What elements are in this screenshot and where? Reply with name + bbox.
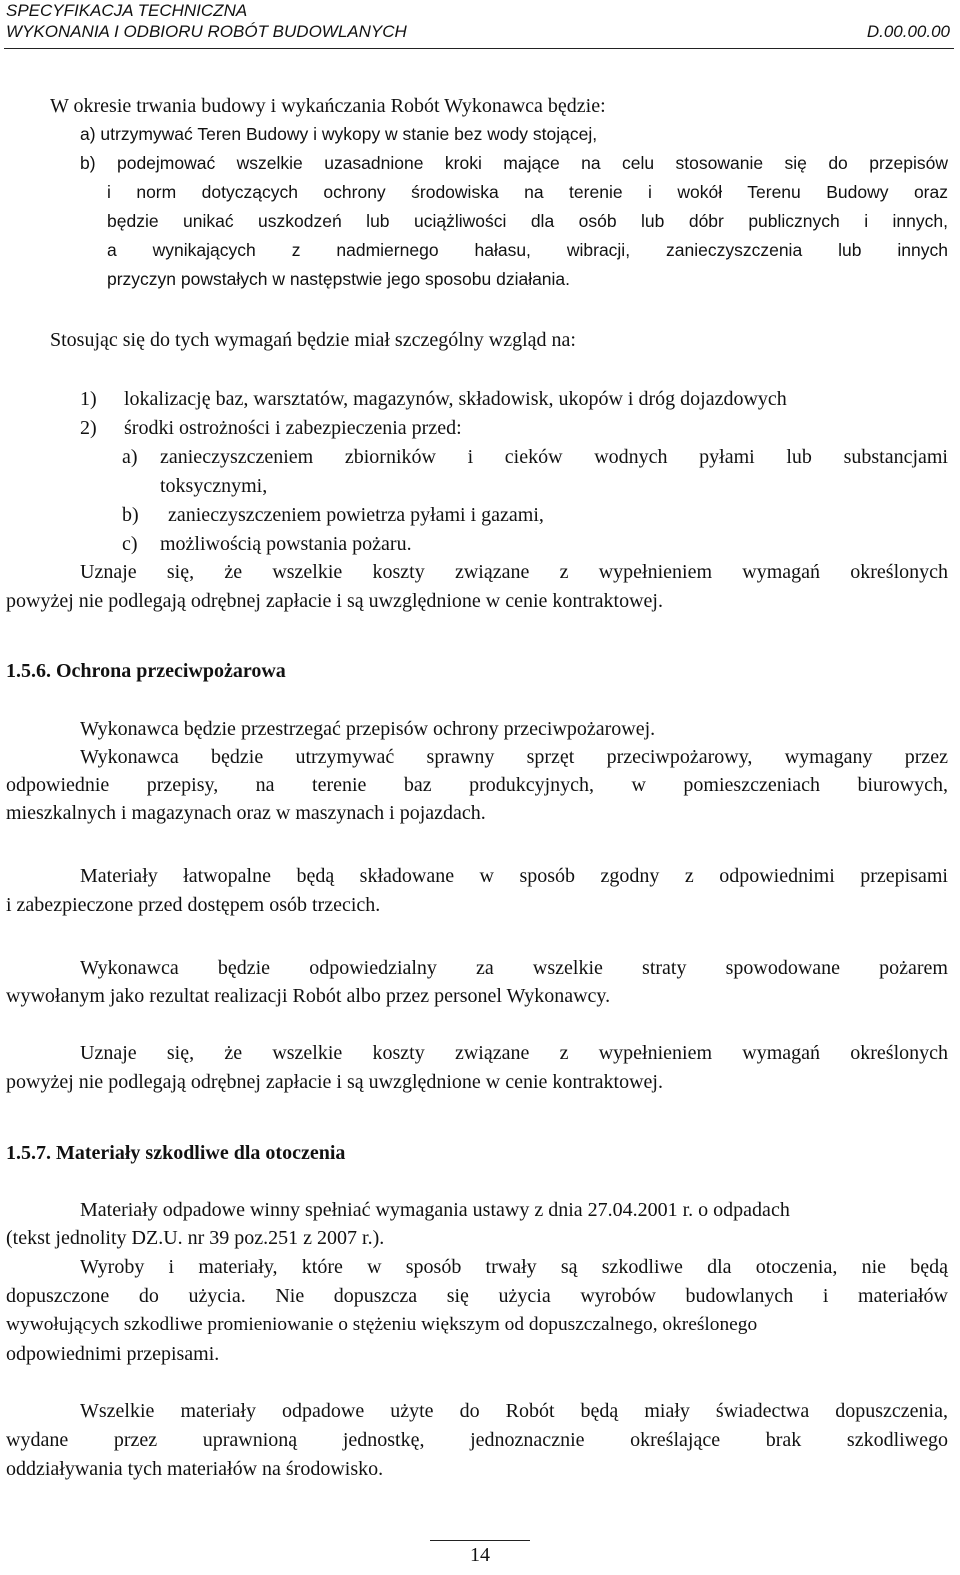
fire-paragraph: Wykonawca będzie przestrzegać przepisów ochrony przeciwpożarowej. — [80, 718, 656, 740]
regard-intro: Stosując się do tych wymagań będzie miał szczególny wzgląd na: — [50, 329, 576, 351]
env-item-a: a) utrzymywać Teren Budowy i wykopy w stanie bez wody stojącej, — [80, 124, 598, 144]
env-item-b-line: a wynikających z nadmiernego hałasu, wibracji, zanieczyszczenia lub innych — [107, 240, 948, 260]
fire-paragraph-line: powyżej nie podlegają odrębnej zapłacie i są uwzględnione w cenie kontraktowej. — [6, 1071, 663, 1093]
env-item-b-line: b) podejmować wszelkie uzasadnione kroki mające na celu stosowanie się do przepisów — [80, 153, 948, 173]
sublist-item-text: zanieczyszczeniem powietrza pyłami i gazami, — [168, 504, 544, 526]
costs-paragraph-line: powyżej nie podlegają odrębnej zapłacie i są uwzględnione w cenie kontraktowej. — [6, 590, 663, 612]
header-document-code: D.00.00.00 — [866, 22, 950, 41]
materials-paragraph-line: Wyroby i materiały, które w sposób trwały są szkodliwe dla otoczenia, nie będą — [80, 1256, 948, 1278]
page-header — [6, 0, 950, 42]
materials-paragraph-line: wywołujących szkodliwe promieniowanie o stężeniu większym od dopuszczalnego, określonego — [6, 1314, 758, 1335]
costs-paragraph-line: Uznaje się, że wszelkie koszty związane z wypełnieniem wymagań określonych — [80, 561, 948, 583]
env-item-b-line: przyczyn powstałych w następstwie jego sposobu działania. — [107, 269, 571, 289]
materials-paragraph-line: Materiały odpadowe winny spełniać wymagania ustawy z dnia 27.04.2001 r. o odpadach — [80, 1199, 790, 1221]
fire-paragraph-line: i zabezpieczone przed dostępem osób trzecich. — [6, 894, 381, 916]
section-heading-fire-protection: 1.5.6. Ochrona przeciwpożarowa — [6, 660, 286, 682]
env-item-b-line: będzie unikać uszkodzeń lub uciążliwości dla osób lub dóbr publicznych i innych, — [107, 211, 948, 231]
list-number: 2) — [80, 417, 97, 439]
list-item-text: środki ostrożności i zabezpieczenia przed: — [124, 417, 462, 439]
materials-paragraph-line: (tekst jednolity DZ.U. nr 39 poz.251 z 2007 r.). — [6, 1227, 385, 1249]
page-number: 14 — [470, 1544, 490, 1566]
env-intro: W okresie trwania budowy i wykańczania Robót Wykonawca będzie: — [50, 95, 606, 117]
materials-paragraph-line: dopuszczone do użycia. Nie dopuszcza się użycia wyrobów budowlanych i materiałów — [6, 1285, 948, 1307]
fire-paragraph-line: Uznaje się, że wszelkie koszty związane z wypełnieniem wymagań określonych — [80, 1042, 948, 1064]
fire-paragraph-line: Wykonawca będzie utrzymywać sprawny sprzęt przeciwpożarowy, wymagany przez — [80, 746, 948, 768]
fire-paragraph-line: Wykonawca będzie odpowiedzialny za wszelkie straty spowodowane pożarem — [80, 957, 948, 979]
env-item-b-line: i norm dotyczących ochrony środowiska na terenie i wokół Terenu Budowy oraz — [107, 182, 948, 202]
materials-paragraph-line: odpowiednimi przepisami. — [6, 1343, 220, 1365]
sublist-letter: a) — [122, 446, 138, 468]
section-heading-harmful-materials: 1.5.7. Materiały szkodliwe dla otoczenia — [6, 1142, 346, 1164]
list-item-text: lokalizację baz, warsztatów, magazynów, składowisk, ukopów i dróg dojazdowych — [124, 388, 787, 410]
footer-divider — [430, 1540, 530, 1541]
header-subtitle: WYKONANIA I ODBIORU ROBÓT BUDOWLANYCH — [6, 22, 407, 41]
sublist-letter: b) — [122, 504, 139, 526]
sublist-item-text: toksycznymi, — [160, 475, 268, 497]
materials-paragraph-line: oddziaływania tych materiałów na środowisko. — [6, 1458, 384, 1480]
header-divider — [4, 48, 954, 49]
fire-paragraph-line: wywołanym jako rezultat realizacji Robót albo przez personel Wykonawcy. — [6, 985, 611, 1007]
header-row — [6, 21, 950, 42]
sublist-letter: c) — [122, 533, 138, 555]
materials-paragraph-line: Wszelkie materiały odpadowe użyte do Robót będą miały świadectwa dopuszczenia, — [80, 1400, 948, 1422]
fire-paragraph-line: mieszkalnych i magazynach oraz w maszynach i pojazdach. — [6, 802, 486, 824]
fire-paragraph-line: Materiały łatwopalne będą składowane w sposób zgodny z odpowiednimi przepisami — [80, 865, 948, 887]
header-title: SPECYFIKACJA TECHNICZNA — [6, 1, 248, 20]
sublist-item-text: możliwością powstania pożaru. — [160, 533, 412, 555]
materials-paragraph-line: wydane przez uprawnioną jednostkę, jednoznacznie określające brak szkodliwego — [6, 1429, 948, 1451]
fire-paragraph-line: odpowiednie przepisy, na terenie baz produkcyjnych, w pomieszczeniach biurowych, — [6, 774, 948, 796]
list-number: 1) — [80, 388, 97, 410]
sublist-item-text: zanieczyszczeniem zbiorników i cieków wodnych pyłami lub substancjami — [160, 446, 948, 468]
